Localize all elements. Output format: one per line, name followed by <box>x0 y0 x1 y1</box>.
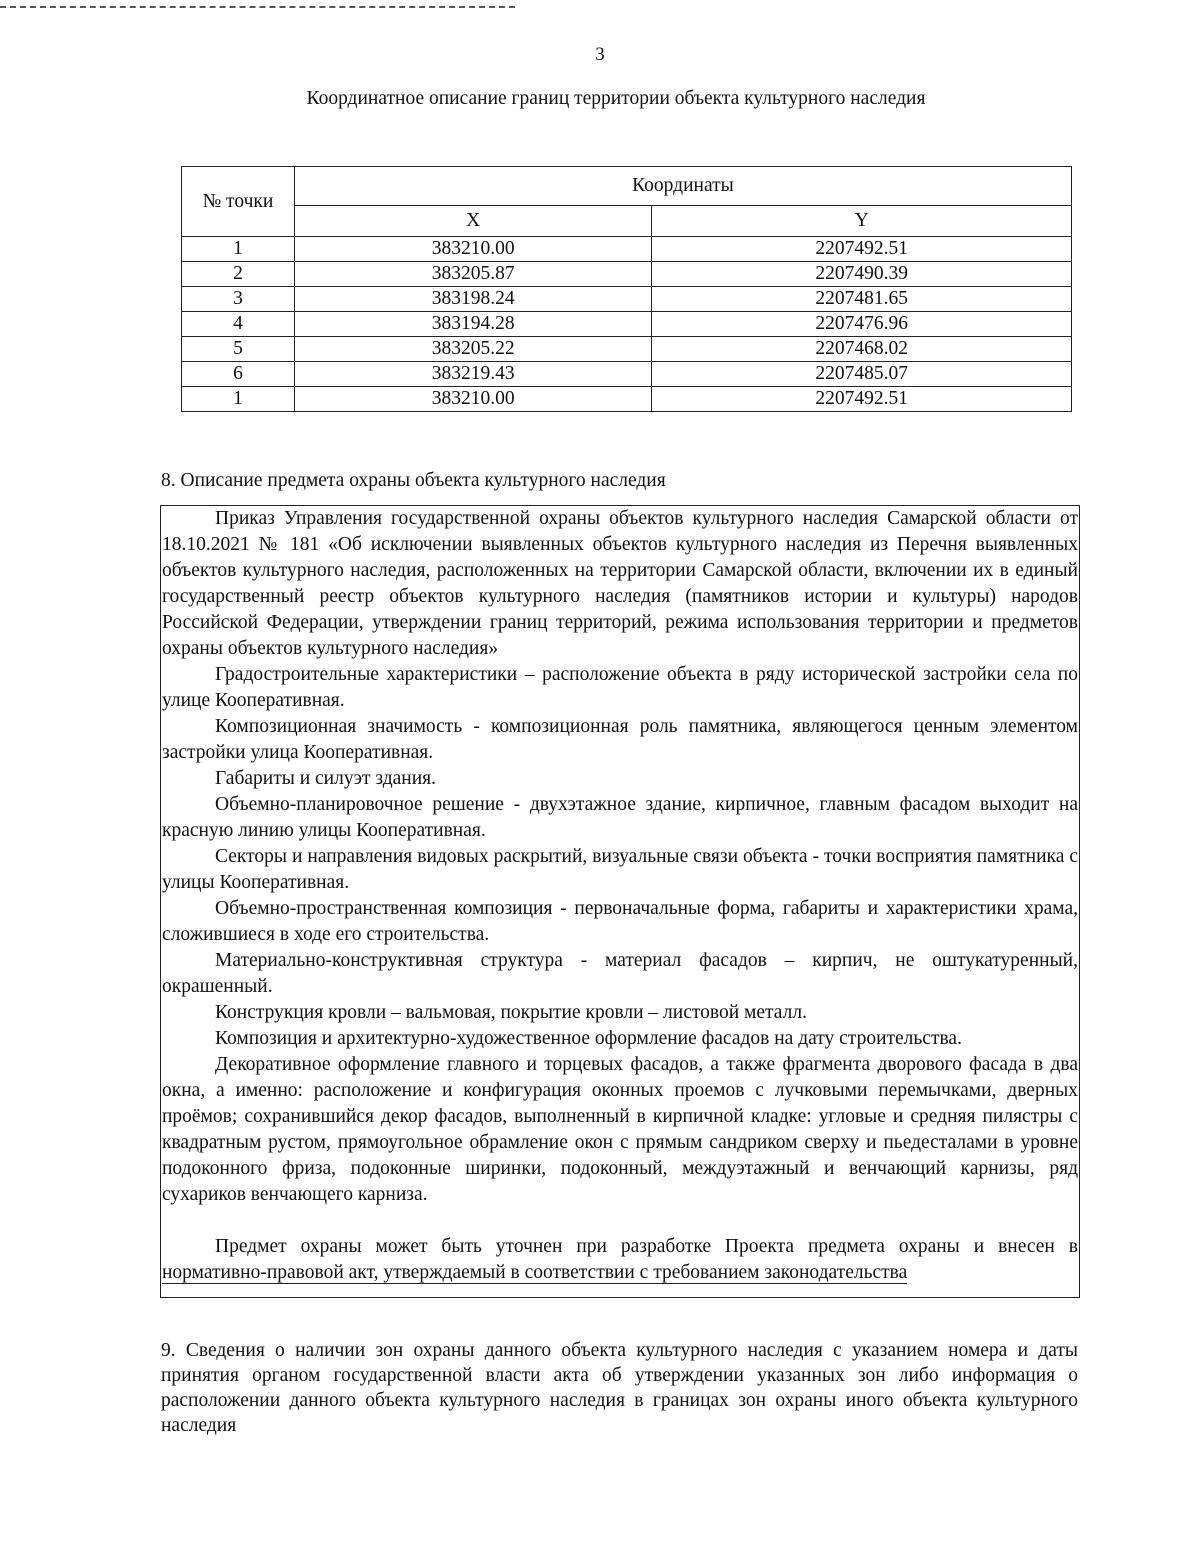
table-row <box>182 362 1072 387</box>
table-row <box>182 312 1072 337</box>
point-cell: 5 <box>182 337 295 362</box>
point-cell: 1 <box>182 387 295 412</box>
table-subheader-row <box>182 206 1072 237</box>
x-header: X <box>294 206 652 237</box>
protection-note-line-1: Предмет охраны может быть уточнен при разработке Проекта предмета охраны и внесен в <box>215 1236 1078 1257</box>
coordinates-header: Координаты <box>294 167 1071 206</box>
page-title: Координатное описание границ территории объекта культурного наследия <box>306 88 926 109</box>
x-cell: 383219.43 <box>294 362 652 387</box>
protection-paragraph: Объемно-планировочное решение - двухэтажное здание, кирпичное, главным фасадом выходит на красную линию улицы Кооперативная. <box>162 794 1078 841</box>
y-cell: 2207476.96 <box>652 312 1072 337</box>
page-number: 3 <box>595 44 605 65</box>
table-row <box>182 287 1072 312</box>
protection-subject-box <box>160 505 1080 1298</box>
x-cell: 383210.00 <box>294 237 652 262</box>
table-row <box>182 337 1072 362</box>
table-header-row <box>182 167 1072 206</box>
protection-paragraph: Приказ Управления государственной охраны объектов культурного наследия Самарской области от 18.10.2021 № 181 «Об исключении выявленных объектов культурного наследия из Перечня выявленных объектов культурного наследия, расположенных на территории Самарской области, включении их в единый государственный реестр объектов культурного наследия (памятников истории и культуры) народов Российской Федерации, утверждении границ территорий, режима использования территории и предметов охраны объектов культурного наследия» <box>162 508 1078 659</box>
protection-paragraph: Объемно-пространственная композиция - первоначальные форма, габариты и характеристики храма, сложившиеся в ходе его строительства. <box>162 898 1078 945</box>
protection-paragraph: Декоративное оформление главного и торцевых фасадов, а также фрагмента дворового фасада в два окна, а именно: расположение и конфигурация оконных проемов с лучковыми перемычками, дверных проёмов; сохранившийся декор фасадов, выполненный в кирпичной кладке: угловые и средняя пилястры с квадратным рустом, прямоугольное обрамление окон с прямым сандриком сверху и пьедесталами в уровне подоконного фриза, подоконные ширинки, подоконный, междуэтажный и венчающий карнизы, ряд сухариков венчающего карниза. <box>162 1054 1078 1205</box>
table-row <box>182 237 1072 262</box>
protection-paragraph: Градостроительные характеристики – расположение объекта в ряду исторической застройки села по улице Кооперативная. <box>162 664 1078 711</box>
point-number-header: № точки <box>182 167 295 237</box>
section-9-text: 9. Сведения о наличии зон охраны данного объекта культурного наследия с указанием номера и даты принятия органом государственной власти акта об утверждении указанных зон либо информация о расположении данного объекта культурного наследия в границах зон охраны иного объекта культурного наследия <box>161 1340 1078 1436</box>
protection-paragraph: Конструкция кровли – вальмовая, покрытие кровли – листовой металл. <box>215 1002 807 1023</box>
section-8-heading: 8. Описание предмета охраны объекта культурного наследия <box>161 470 666 491</box>
x-cell: 383205.22 <box>294 337 652 362</box>
point-cell: 4 <box>182 312 295 337</box>
y-cell: 2207492.51 <box>652 387 1072 412</box>
protection-paragraph: Секторы и направления видовых раскрытий, визуальные связи объекта - точки восприятия памятника с улицы Кооперативная. <box>162 846 1078 893</box>
top-scan-line <box>0 6 515 8</box>
point-cell: 2 <box>182 262 295 287</box>
y-cell: 2207485.07 <box>652 362 1072 387</box>
protection-paragraph: Габариты и силуэт здания. <box>215 768 436 789</box>
protection-paragraph: Композиционная значимость - композиционная роль памятника, являющегося ценным элементом застройки улица Кооперативная. <box>162 716 1078 763</box>
table-row <box>182 387 1072 412</box>
x-cell: 383210.00 <box>294 387 652 412</box>
y-cell: 2207492.51 <box>652 237 1072 262</box>
x-cell: 383194.28 <box>294 312 652 337</box>
point-cell: 1 <box>182 237 295 262</box>
y-header: Y <box>652 206 1072 237</box>
protection-note-line-2: нормативно-правовой акт, утверждаемый в соответствии с требованием законодательства <box>162 1262 908 1283</box>
x-cell: 383205.87 <box>294 262 652 287</box>
coordinates-table <box>181 166 1072 412</box>
y-cell: 2207481.65 <box>652 287 1072 312</box>
protection-paragraph: Композиция и архитектурно-художественное оформление фасадов на дату строительства. <box>215 1028 962 1049</box>
x-cell: 383198.24 <box>294 287 652 312</box>
protection-paragraph: Материально-конструктивная структура - материал фасадов – кирпич, не оштукатуренный, окрашенный. <box>162 950 1078 997</box>
point-cell: 6 <box>182 362 295 387</box>
y-cell: 2207490.39 <box>652 262 1072 287</box>
y-cell: 2207468.02 <box>652 337 1072 362</box>
table-row <box>182 262 1072 287</box>
point-cell: 3 <box>182 287 295 312</box>
protection-note-paragraph <box>161 1234 1079 1286</box>
